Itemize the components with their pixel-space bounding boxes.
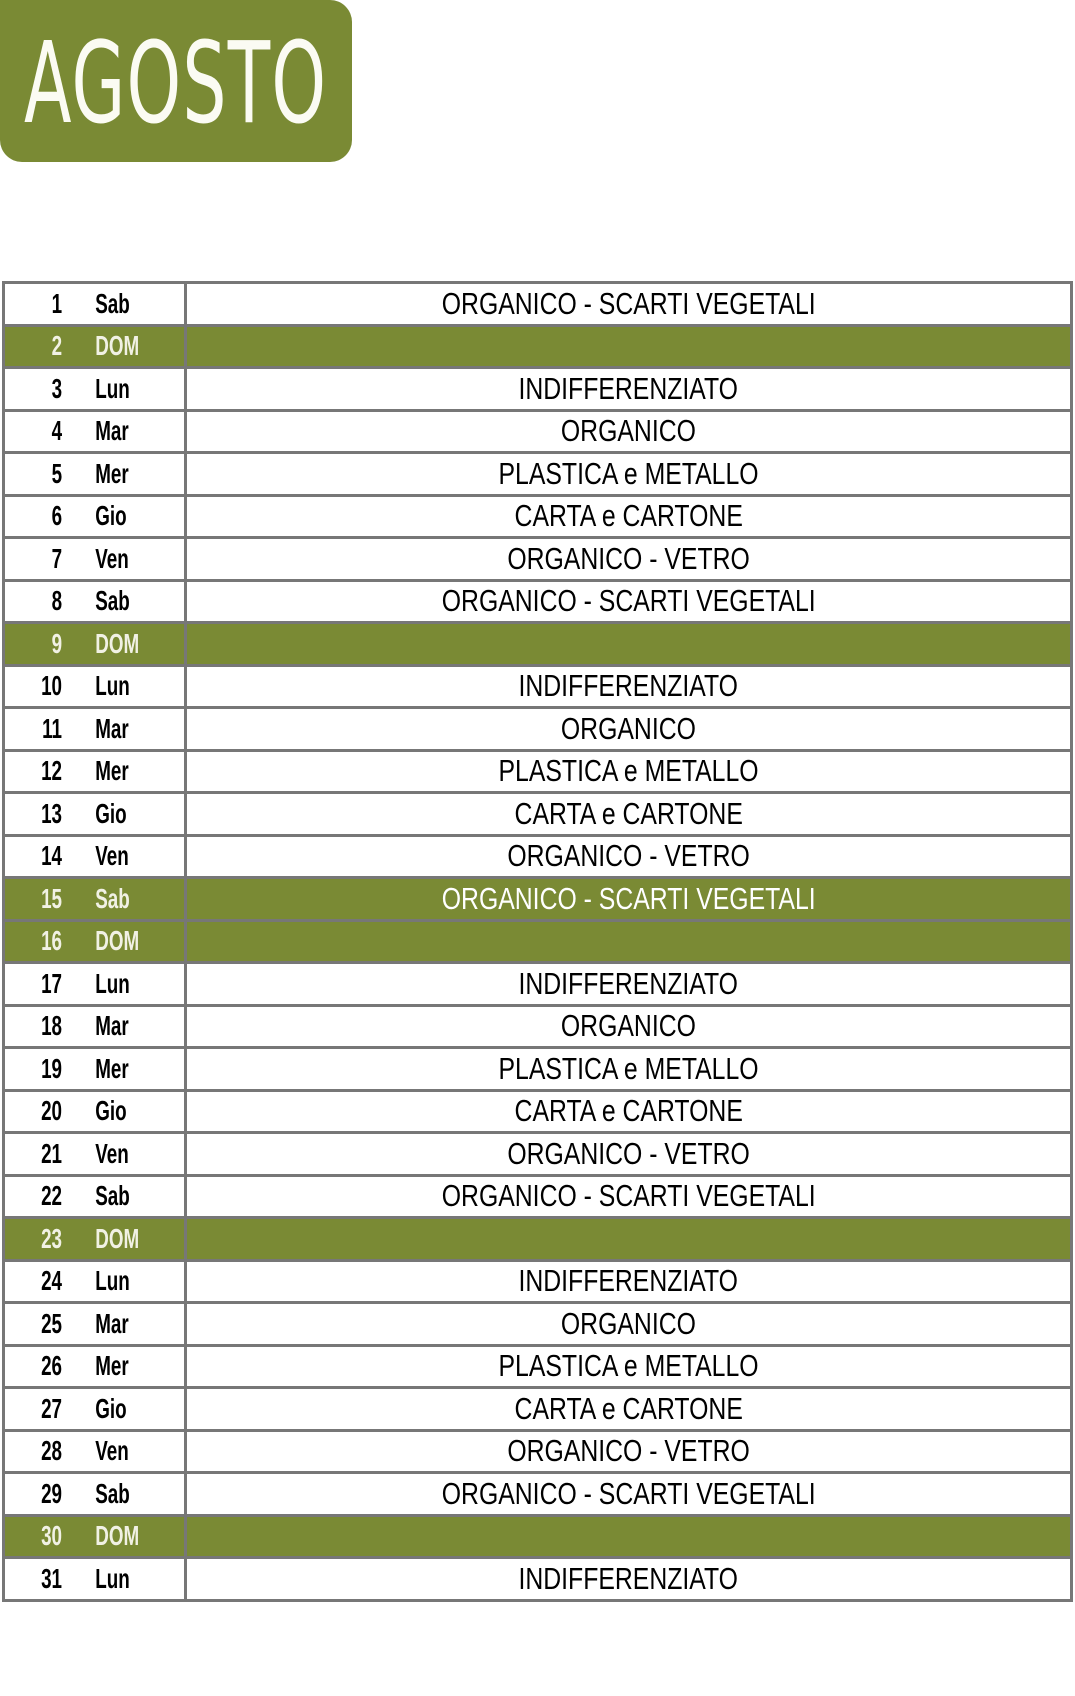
day-cell	[4, 963, 186, 1006]
day-number: 7	[51, 542, 63, 574]
day-number: 26	[41, 1350, 63, 1382]
collection-type: ORGANICO - SCARTI VEGETALI	[441, 880, 816, 916]
calendar-row	[4, 1175, 1072, 1218]
day-cell	[4, 1430, 186, 1473]
collection-type: ORGANICO	[561, 413, 697, 449]
day-cell	[4, 835, 186, 878]
day-cell	[4, 1175, 186, 1218]
day-cell	[4, 1090, 186, 1133]
collection-type: ORGANICO - VETRO	[507, 1433, 750, 1469]
day-cell	[4, 410, 186, 453]
day-number: 1	[51, 287, 63, 319]
day-number: 27	[41, 1392, 63, 1424]
weekday: Mer	[95, 755, 129, 787]
collection-type: INDIFFERENZIATO	[518, 370, 739, 406]
calendar-row	[4, 538, 1072, 581]
collection-cell	[186, 835, 1072, 878]
collection-type: CARTA e CARTONE	[514, 1390, 743, 1426]
day-cell	[4, 1473, 186, 1516]
weekday: DOM	[95, 627, 140, 659]
collection-type: ORGANICO	[561, 710, 697, 746]
collection-cell	[186, 750, 1072, 793]
collection-cell	[186, 495, 1072, 538]
day-cell	[4, 495, 186, 538]
day-cell	[4, 708, 186, 751]
collection-type: PLASTICA e METALLO	[498, 1348, 759, 1384]
day-number: 23	[41, 1222, 63, 1254]
collection-cell	[186, 1048, 1072, 1091]
collection-cell	[186, 1175, 1072, 1218]
day-number: 29	[41, 1477, 63, 1509]
collection-type: PLASTICA e METALLO	[498, 753, 759, 789]
day-cell	[4, 368, 186, 411]
collection-type: CARTA e CARTONE	[514, 795, 743, 831]
weekday: Gio	[95, 1095, 127, 1127]
calendar-row	[4, 835, 1072, 878]
day-cell	[4, 665, 186, 708]
collection-type: PLASTICA e METALLO	[498, 1050, 759, 1086]
day-number: 31	[41, 1562, 63, 1594]
collection-cell	[186, 1133, 1072, 1176]
calendar-row	[4, 1005, 1072, 1048]
calendar-row	[4, 1558, 1072, 1601]
collection-cell	[186, 963, 1072, 1006]
collection-cell	[186, 580, 1072, 623]
collection-cell	[186, 708, 1072, 751]
weekday: DOM	[95, 330, 140, 362]
calendar-row	[4, 1090, 1072, 1133]
collection-cell	[186, 1388, 1072, 1431]
day-number: 6	[51, 500, 63, 532]
day-number: 8	[51, 585, 63, 617]
weekday: DOM	[95, 1222, 140, 1254]
day-number: 17	[41, 967, 63, 999]
day-number: 15	[41, 882, 63, 914]
collection-cell	[186, 1218, 1072, 1261]
day-cell	[4, 283, 186, 326]
calendar-row	[4, 1260, 1072, 1303]
calendar-row	[4, 1133, 1072, 1176]
collection-cell	[186, 1260, 1072, 1303]
collection-cell	[186, 1473, 1072, 1516]
day-cell	[4, 1048, 186, 1091]
collection-type: ORGANICO - VETRO	[507, 1135, 750, 1171]
collection-type: ORGANICO	[561, 1305, 697, 1341]
collection-cell	[186, 1005, 1072, 1048]
day-cell	[4, 1303, 186, 1346]
weekday: Sab	[95, 287, 130, 319]
day-number: 5	[51, 457, 63, 489]
calendar-row	[4, 1345, 1072, 1388]
calendar-row	[4, 878, 1072, 921]
calendar-row	[4, 1218, 1072, 1261]
calendar-row	[4, 1473, 1072, 1516]
collection-cell	[186, 368, 1072, 411]
weekday: Lun	[95, 670, 130, 702]
day-number: 19	[41, 1052, 63, 1084]
weekday: Mar	[95, 415, 129, 447]
weekday: Ven	[95, 1137, 129, 1169]
day-cell	[4, 793, 186, 836]
collection-type: ORGANICO - SCARTI VEGETALI	[441, 1475, 816, 1511]
calendar-row	[4, 750, 1072, 793]
collection-cell	[186, 793, 1072, 836]
collection-cell	[186, 920, 1072, 963]
collection-cell	[186, 1430, 1072, 1473]
weekday: Sab	[95, 1180, 130, 1212]
day-number: 13	[41, 797, 63, 829]
weekday: Mar	[95, 1307, 129, 1339]
weekday: Ven	[95, 840, 129, 872]
calendar-row	[4, 283, 1072, 326]
weekday: Gio	[95, 500, 127, 532]
day-number: 10	[41, 670, 63, 702]
weekday: Mer	[95, 457, 129, 489]
day-number: 3	[51, 372, 63, 404]
day-number: 24	[41, 1265, 63, 1297]
calendar-row	[4, 453, 1072, 496]
weekday: Mar	[95, 1010, 129, 1042]
collection-cell	[186, 283, 1072, 326]
day-number: 18	[41, 1010, 63, 1042]
collection-type: ORGANICO	[561, 1008, 697, 1044]
day-cell	[4, 1005, 186, 1048]
calendar-row	[4, 580, 1072, 623]
collection-cell	[186, 1558, 1072, 1601]
day-cell	[4, 623, 186, 666]
collection-type: INDIFFERENZIATO	[518, 1560, 739, 1596]
collection-cell	[186, 1345, 1072, 1388]
collection-type: ORGANICO - VETRO	[507, 540, 750, 576]
weekday: Lun	[95, 372, 130, 404]
collection-cell	[186, 325, 1072, 368]
weekday: Sab	[95, 1477, 130, 1509]
weekday: Lun	[95, 967, 130, 999]
calendar-row	[4, 368, 1072, 411]
collection-cell	[186, 410, 1072, 453]
day-number: 4	[51, 415, 63, 447]
collection-type: INDIFFERENZIATO	[518, 965, 739, 1001]
day-cell	[4, 453, 186, 496]
day-number: 14	[41, 840, 63, 872]
calendar-row	[4, 708, 1072, 751]
calendar-row	[4, 920, 1072, 963]
collection-cell	[186, 538, 1072, 581]
calendar-row	[4, 623, 1072, 666]
day-number: 11	[42, 712, 63, 744]
month-title-badge	[0, 0, 352, 162]
day-number: 21	[41, 1137, 63, 1169]
weekday: Ven	[95, 542, 129, 574]
day-cell	[4, 1218, 186, 1261]
weekday: Mar	[95, 712, 129, 744]
calendar-row	[4, 410, 1072, 453]
collection-type: ORGANICO - SCARTI VEGETALI	[441, 285, 816, 321]
collection-cell	[186, 878, 1072, 921]
day-cell	[4, 1345, 186, 1388]
day-cell	[4, 1260, 186, 1303]
collection-type: ORGANICO - SCARTI VEGETALI	[441, 1178, 816, 1214]
weekday: Mer	[95, 1052, 129, 1084]
day-number: 28	[41, 1435, 63, 1467]
day-cell	[4, 878, 186, 921]
collection-cell	[186, 665, 1072, 708]
weekday: Lun	[95, 1562, 130, 1594]
collection-type: INDIFFERENZIATO	[518, 1263, 739, 1299]
calendar-row	[4, 1515, 1072, 1558]
collection-type: CARTA e CARTONE	[514, 498, 743, 534]
collection-cell	[186, 623, 1072, 666]
day-number: 2	[51, 330, 63, 362]
collection-cell	[186, 1303, 1072, 1346]
collection-type: ORGANICO - SCARTI VEGETALI	[441, 583, 816, 619]
day-cell	[4, 920, 186, 963]
calendar-row	[4, 665, 1072, 708]
day-number: 16	[41, 925, 63, 957]
calendar-row	[4, 1303, 1072, 1346]
collection-cell	[186, 1090, 1072, 1133]
day-cell	[4, 580, 186, 623]
day-cell	[4, 325, 186, 368]
day-number: 12	[41, 755, 63, 787]
day-cell	[4, 1515, 186, 1558]
weekday: Mer	[95, 1350, 129, 1382]
calendar-row	[4, 1048, 1072, 1091]
collection-calendar-table	[2, 281, 1073, 1602]
calendar-row	[4, 325, 1072, 368]
calendar-row	[4, 1430, 1072, 1473]
calendar-row	[4, 495, 1072, 538]
day-cell	[4, 1558, 186, 1601]
day-number: 20	[41, 1095, 63, 1127]
calendar-row	[4, 963, 1072, 1006]
collection-cell	[186, 453, 1072, 496]
collection-type: CARTA e CARTONE	[514, 1093, 743, 1129]
weekday: DOM	[95, 1520, 140, 1552]
weekday: Lun	[95, 1265, 130, 1297]
day-cell	[4, 750, 186, 793]
collection-type: ORGANICO - VETRO	[507, 838, 750, 874]
collection-type: INDIFFERENZIATO	[518, 668, 739, 704]
collection-cell	[186, 1515, 1072, 1558]
day-cell	[4, 1388, 186, 1431]
weekday: Sab	[95, 585, 130, 617]
weekday: Gio	[95, 1392, 127, 1424]
weekday: Gio	[95, 797, 127, 829]
day-number: 22	[41, 1180, 63, 1212]
day-number: 30	[41, 1520, 63, 1552]
calendar-row	[4, 1388, 1072, 1431]
weekday: Sab	[95, 882, 130, 914]
day-cell	[4, 1133, 186, 1176]
day-cell	[4, 538, 186, 581]
weekday: DOM	[95, 925, 140, 957]
day-number: 25	[41, 1307, 63, 1339]
collection-type: PLASTICA e METALLO	[498, 455, 759, 491]
month-title: AGOSTO	[24, 19, 328, 149]
day-number: 9	[51, 627, 63, 659]
calendar-row	[4, 793, 1072, 836]
weekday: Ven	[95, 1435, 129, 1467]
